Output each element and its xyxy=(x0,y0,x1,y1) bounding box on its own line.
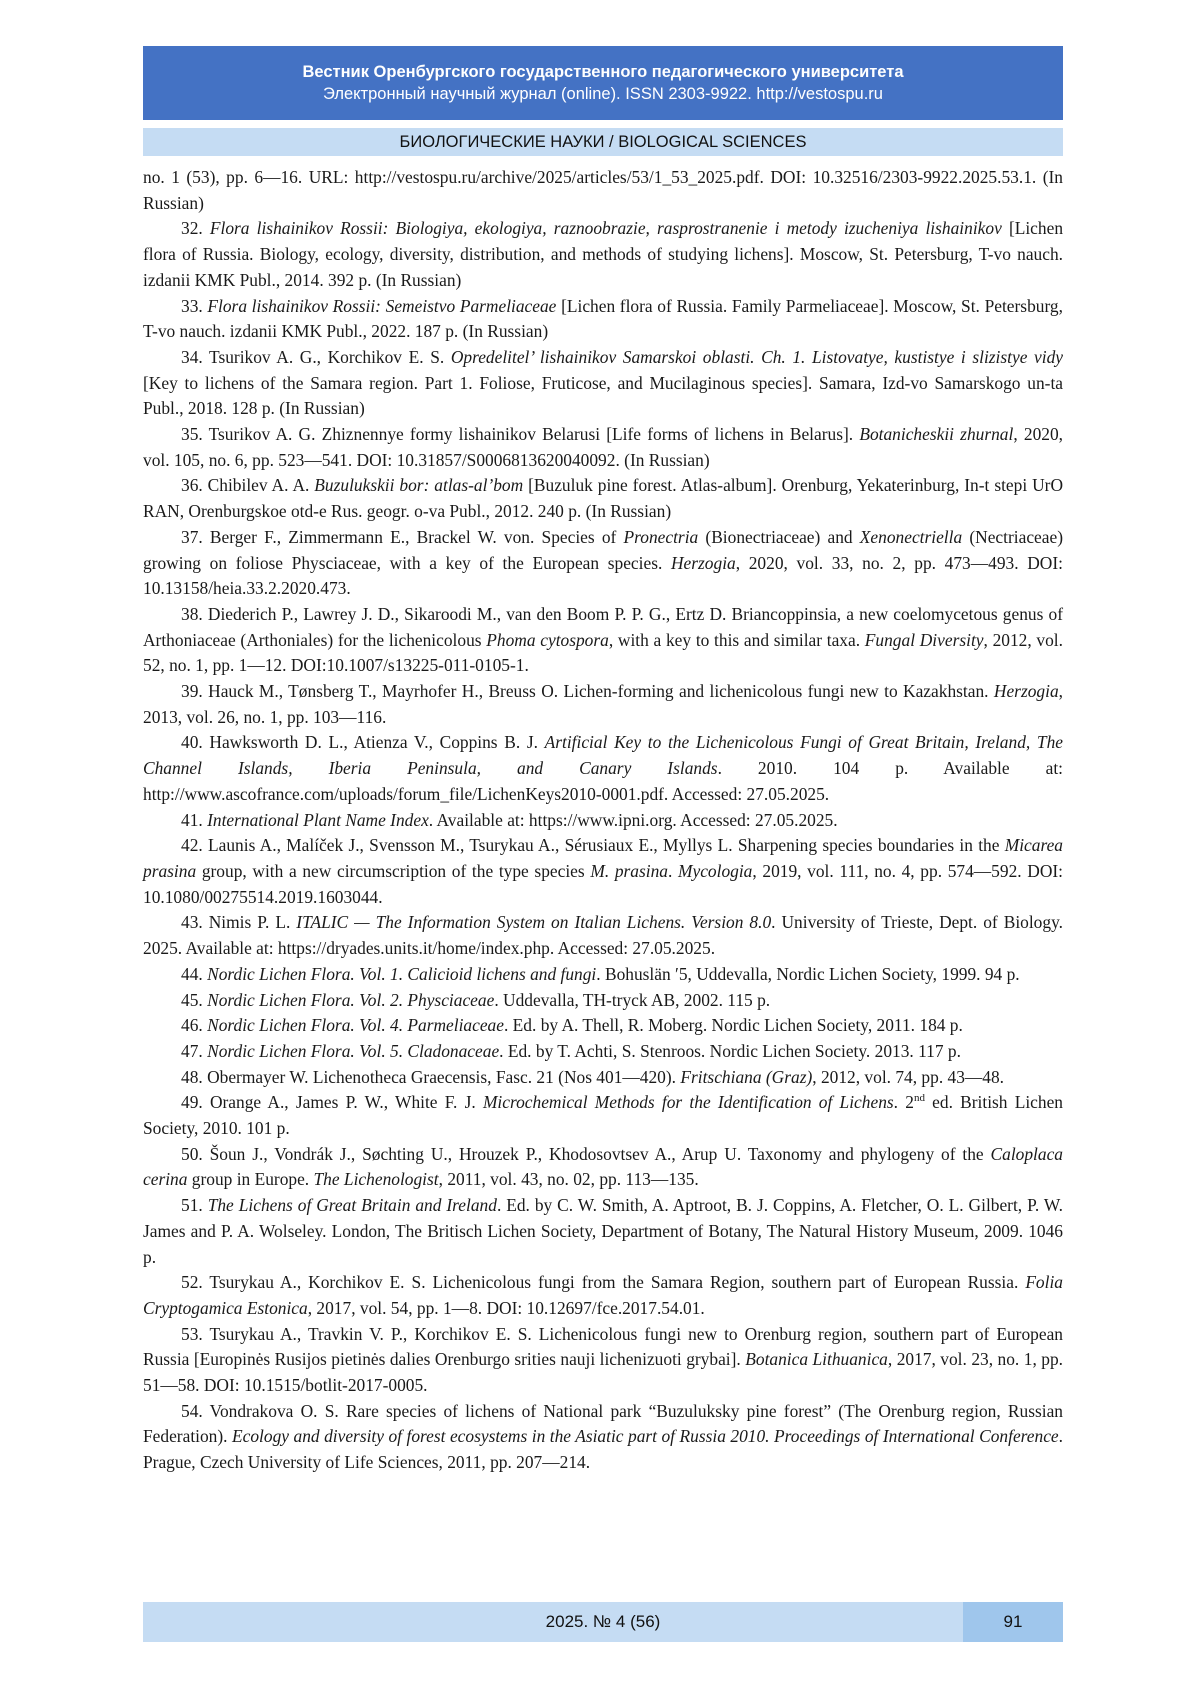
issue-label: 2025. № 4 (56) xyxy=(143,1602,963,1642)
reference-italic-text: Fungal Diversity xyxy=(864,629,984,650)
section-title: БИОЛОГИЧЕСКИЕ НАУКИ / BIOLOGICAL SCIENCES xyxy=(143,128,1063,156)
reference-text: , 2012, vol. 52, no. 1, pp. 1—12. DOI:10.1007/s13225-011-0105-1. xyxy=(143,629,1063,676)
reference-italic-text: The Lichens of Great Britain and Ireland xyxy=(207,1195,497,1216)
reference-text: , with a key to this and similar taxa. xyxy=(608,629,865,650)
reference-text: no. 1 (53), pp. 6—16. URL: http://vestospu.ru/archive/2025/articles/53/1_53_2025.pdf. DOI: 10.32516/2303-9922.2025.53.1. (In Russian) xyxy=(143,167,1063,213)
reference-italic-text: Nordic Lichen Flora. Vol. 1. Calicioid lichens and fungi xyxy=(207,963,597,984)
reference-text: 43. Nimis P. L. xyxy=(181,912,297,933)
reference-italic-text: Buzulukskii bor: atlas-al’bom xyxy=(314,475,524,496)
reference-text: 50. Šoun J., Vondrák J., Søchting U., Hrouzek P., Khodosovtsev A., Arup U. Taxonomy and phylogeny of the xyxy=(181,1143,991,1164)
journal-subtitle: Электронный научный журнал (online). ISSN 2303-9922. http://vestospu.ru xyxy=(323,85,883,103)
reference-italic-text: Xenonectriella xyxy=(859,526,963,547)
reference-text: , 2013, vol. 26, no. 1, pp. 103—116. xyxy=(143,681,1063,727)
reference-italic-text: Nordic Lichen Flora. Vol. 5. Cladonaceae xyxy=(207,1040,500,1061)
reference-text: . Ed. by C. W. Smith, A. Aptroot, B. J. Coppins, A. Fletcher, O. L. Gilbert, P. W. James and P. A. Wolseley. London, The Britisch Lichen Society, Department of Botany, The Natural History Museum, 2009. 1046 p. xyxy=(143,1195,1063,1267)
reference-italic-text: Botanicheskii zhurnal xyxy=(859,424,1014,445)
reference-text: 38. Diederich P., Lawrey J. D., Sikaroodi M., van den Boom P. P. G., Ertz D. Briancoppinsia, a new coelomycetous genus of Arthoniaceae (Arthoniales) for the lichenicolous xyxy=(143,603,1063,650)
reference-text: . 2010. 104 p. Available at: http://www.ascofrance.com/uploads/forum_file/LichenKeys2010-0001.pdf. Accessed: 27.05.2025. xyxy=(143,758,1064,804)
reference-text: 54. Vondrakova O. S. Rare species of lichens of National park “Buzuluksky pine forest” (The Orenburg region, Russian Federation). xyxy=(143,1400,1063,1447)
reference-italic-text: Pronectria xyxy=(623,526,699,547)
reference-text: (Nectriaceae) growing on foliose Physciaceae, with a key of the European species. xyxy=(143,526,1063,573)
reference-italic-text: Flora lishainikov Rossii: Semeistvo Parmeliaceae xyxy=(207,295,557,316)
reference-text: 32. xyxy=(181,218,210,239)
reference-entry xyxy=(143,165,1063,216)
reference-text: nd xyxy=(913,1092,925,1105)
reference-text: . Ed. by A. Thell, R. Moberg. Nordic Lichen Society, 2011. 184 p. xyxy=(503,1015,963,1036)
reference-entry xyxy=(143,833,1063,910)
reference-italic-text: Artificial Key to the Lichenicolous Fungi of Great Britain, Ireland, The Channel Islands, Iberia Peninsula, and Canary Islands xyxy=(143,732,1063,779)
reference-italic-text: Botanica Lithuanica xyxy=(745,1349,888,1370)
reference-entry xyxy=(143,473,1063,524)
reference-text: 46. xyxy=(181,1015,208,1036)
reference-entry xyxy=(143,808,1063,834)
reference-entry xyxy=(143,1193,1063,1270)
reference-italic-text: Nordic Lichen Flora. Vol. 4. Parmeliaceae xyxy=(207,1015,504,1036)
reference-text: 42. Launis A., Malíček J., Svensson M., Tsurykau A., Sérusiaux E., Myllys L. Sharpening species boundaries in the xyxy=(181,835,1005,856)
reference-text: 41. xyxy=(181,809,208,830)
reference-entry xyxy=(143,294,1063,345)
reference-text: 52. Tsurykau A., Korchikov E. S. Lichenicolous fungi from the Samara Region, southern part of European Russia. xyxy=(181,1272,1026,1293)
reference-entry xyxy=(143,679,1063,730)
reference-text: . xyxy=(667,860,678,881)
reference-entry xyxy=(143,730,1063,807)
reference-entry xyxy=(143,1013,1063,1039)
journal-title: Вестник Оренбургского государственного педагогического университета xyxy=(302,63,904,81)
reference-entry xyxy=(143,216,1063,293)
reference-italic-text: Mycologia xyxy=(678,860,753,881)
reference-list xyxy=(143,165,1063,1476)
reference-entry xyxy=(143,1270,1063,1321)
reference-text: , 2019, vol. 111, no. 4, pp. 574—592. DOI: 10.1080/00275514.2019.1603044. xyxy=(143,860,1064,907)
reference-text: 53. Tsurykau A., Travkin V. P., Korchikov E. S. Lichenicolous fungi new to Orenburg region, southern part of European Russia [Europinės Rusijos pietinės dalies Orenburgo srities nauji lichenizuoti grybai]. xyxy=(143,1323,1063,1370)
journal-header xyxy=(143,46,1063,120)
reference-text: , 2020, vol. 33, no. 2, pp. 473—493. DOI: 10.13158/heia.33.2.2020.473. xyxy=(143,552,1063,599)
reference-text: 47. xyxy=(181,1040,208,1061)
reference-text: [Lichen flora of Russia. Family Parmeliaceae]. Moscow, St. Petersburg, T-vo nauch. izdanii KMK Publ., 2022. 187 p. (In Russian) xyxy=(143,295,1063,342)
reference-text: [Lichen flora of Russia. Biology, ecology, diversity, distribution, and methods of studying lichens]. Moscow, St. Petersburg, T-vo nauch. izdanii KMK Publ., 2014. 392 p. (In Russian) xyxy=(143,218,1064,290)
reference-entry xyxy=(143,1039,1063,1065)
reference-entry xyxy=(143,988,1063,1014)
reference-text: 33. xyxy=(181,295,208,316)
reference-text: 45. xyxy=(181,989,208,1010)
reference-entry xyxy=(143,1065,1063,1091)
reference-entry xyxy=(143,1090,1063,1141)
reference-entry xyxy=(143,422,1063,473)
reference-text: , 2017, vol. 23, no. 1, pp. 51—58. DOI: 10.1515/botlit-2017-0005. xyxy=(143,1349,1064,1396)
reference-italic-text: Nordic Lichen Flora. Vol. 2. Physciaceae xyxy=(207,989,495,1010)
reference-text: . Ed. by T. Achti, S. Stenroos. Nordic Lichen Society. 2013. 117 p. xyxy=(499,1040,961,1061)
reference-text: . Prague, Czech University of Life Sciences, 2011, pp. 207—214. xyxy=(143,1426,1063,1473)
reference-text: . 2 xyxy=(893,1092,914,1113)
reference-italic-text: International Plant Name Index xyxy=(207,809,429,830)
reference-text: , 2012, vol. 74, pp. 43—48. xyxy=(812,1066,1005,1087)
reference-text: ed. British Lichen Society, 2010. 101 p. xyxy=(143,1092,1064,1139)
reference-text: 40. Hawksworth D. L., Atienza V., Coppins B. J. xyxy=(181,732,545,753)
reference-text: 35. Tsurikov A. G. Zhiznennye formy lishainikov Belarusi [Life forms of lichens in Belarus]. xyxy=(181,424,860,445)
reference-italic-text: Microchemical Methods for the Identification of Lichens xyxy=(482,1092,894,1113)
reference-entry xyxy=(143,910,1063,961)
reference-text: . Available at: https://www.ipni.org. Accessed: 27.05.2025. xyxy=(428,809,838,830)
reference-text: 39. Hauck M., Tønsberg T., Mayrhofer H., Breuss O. Lichen-forming and lichenicolous fungi new to Kazakhstan. xyxy=(181,681,994,702)
reference-entry xyxy=(143,1322,1063,1399)
reference-text: [Key to lichens of the Samara region. Part 1. Foliose, Fruticose, and Mucilaginous species]. Samara, Izd-vo Samarskogo un-ta Publ., 2018. 128 p. (In Russian) xyxy=(143,372,1063,419)
reference-text: , 2017, vol. 54, pp. 1—8. DOI: 10.12697/fce.2017.54.01. xyxy=(307,1297,705,1318)
reference-text: . Bohuslän ′5, Uddevalla, Nordic Lichen Society, 1999. 94 p. xyxy=(596,963,1020,984)
reference-entry xyxy=(143,525,1063,602)
reference-entry xyxy=(143,602,1063,679)
reference-italic-text: Fritschiana (Graz) xyxy=(680,1066,813,1087)
reference-entry xyxy=(143,1399,1063,1476)
reference-italic-text: Herzogia xyxy=(670,552,736,573)
reference-italic-text: Opredelitel’ lishainikov Samarskoi oblasti. Ch. 1. Listovatye, kustistye i slizistye vidy xyxy=(450,346,1064,367)
reference-text: 48. Obermayer W. Lichenotheca Graecensis, Fasc. 21 (Nos 401—420). xyxy=(181,1066,681,1087)
reference-text: 34. Tsurikov A. G., Korchikov E. S. xyxy=(181,346,451,367)
reference-text: , 2011, vol. 43, no. 02, pp. 113—135. xyxy=(438,1169,699,1190)
reference-entry xyxy=(143,962,1063,988)
reference-text: [Buzuluk pine forest. Atlas-album]. Orenburg, Yekaterinburg, In-t stepi UrO RAN, Orenburgskoe otd-e Rus. geogr. o-va Publ., 2012. 240 p. (In Russian) xyxy=(143,475,1064,522)
reference-entry xyxy=(143,345,1063,422)
reference-italic-text: M. prasina xyxy=(590,860,668,881)
reference-italic-text: Caloplaca cerina xyxy=(143,1143,1063,1190)
reference-text: 44. xyxy=(181,963,208,984)
reference-text: 51. xyxy=(181,1195,208,1216)
reference-text: , 2020, vol. 105, no. 6, pp. 523—541. DOI: 10.31857/S0006813620040092. (In Russian) xyxy=(143,424,1064,470)
reference-italic-text: Folia Cryptogamica Estonica xyxy=(143,1272,1063,1318)
reference-italic-text: Ecology and diversity of forest ecosystems in the Asiatic part of Russia 2010. Proceedings of International Conference xyxy=(232,1426,1059,1447)
reference-italic-text: Flora lishainikov Rossii: Biologiya, ekologiya, raznoobrazie, rasprostranenie i metody izucheniya lishainikov xyxy=(209,218,1002,239)
reference-text: . Uddevalla, TH-tryck AB, 2002. 115 p. xyxy=(494,989,771,1010)
page-number: 91 xyxy=(963,1602,1063,1642)
reference-italic-text: The Lichenologist xyxy=(313,1169,439,1190)
reference-entry xyxy=(143,1142,1063,1193)
reference-italic-text: Herzogia xyxy=(993,681,1059,702)
reference-text: 36. Chibilev A. A. xyxy=(181,475,315,496)
reference-italic-text: Micarea prasina xyxy=(143,835,1063,881)
reference-text: 49. Orange A., James P. W., White F. J. xyxy=(181,1092,483,1113)
reference-italic-text: Phoma cytospora xyxy=(486,629,609,650)
reference-text: (Bionectriaceae) and xyxy=(698,526,860,547)
reference-text: group, with a new circumscription of the type species xyxy=(196,860,591,881)
reference-text: 37. Berger F., Zimmermann E., Brackel W. von. Species of xyxy=(181,526,624,547)
reference-text: . University of Trieste, Dept. of Biology. 2025. Available at: https://dryades.units.it/home/index.php. Accessed: 27.05.2025. xyxy=(143,912,1063,959)
reference-text: group in Europe. xyxy=(187,1169,314,1190)
reference-italic-text: ITALIC — The Information System on Italian Lichens. Version 8.0 xyxy=(296,912,772,933)
